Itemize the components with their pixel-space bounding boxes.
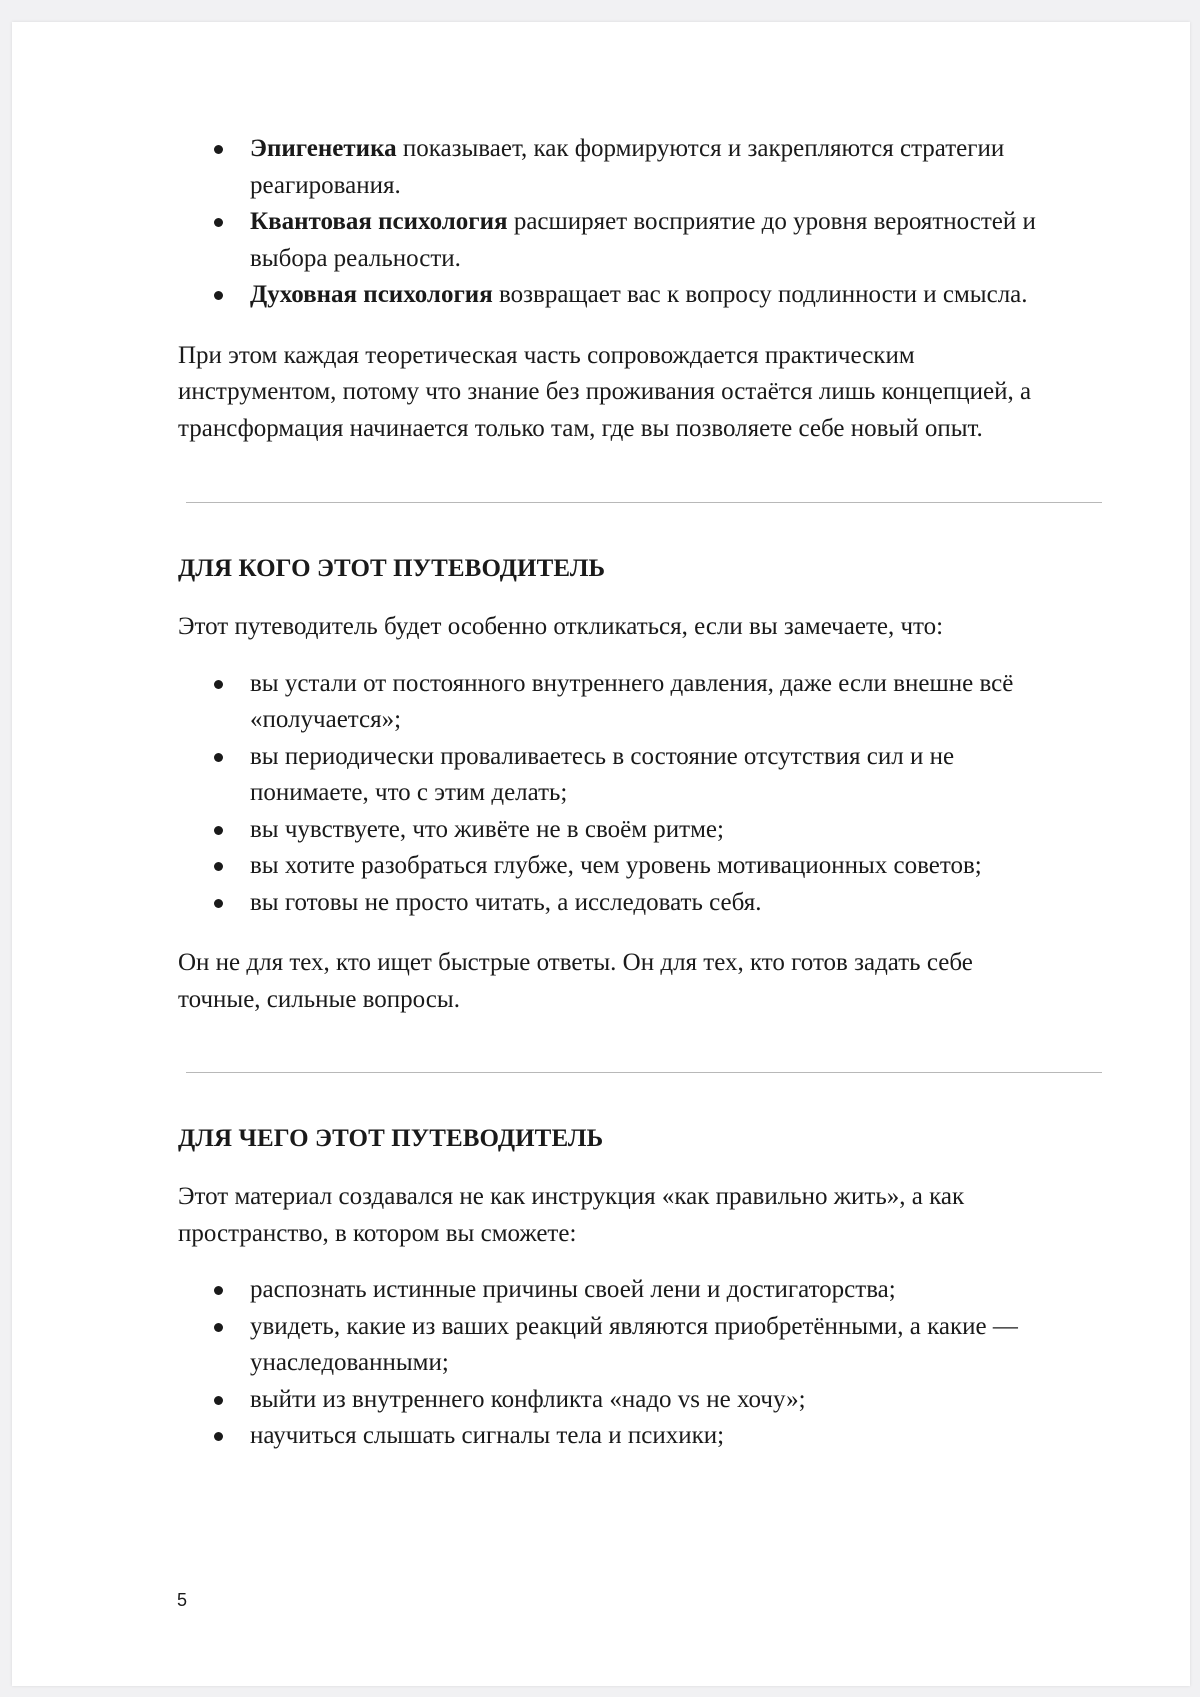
list-item-text: возвращает вас к вопросу подлинности и смысла. — [492, 281, 1028, 308]
section-intro: Этот путеводитель будет особенно откликаться, если вы замечаете, что: — [178, 613, 944, 640]
practice-paragraph: При этом каждая теоретическая часть сопровождается практическим инструментом, потому что знание без проживания остаётся лишь концепцией, а трансформация начинается только там, где вы позволяете себе новый опыт. — [178, 341, 1032, 442]
page-number: 5 — [177, 1590, 188, 1610]
list-item — [178, 1382, 1058, 1419]
disciplines-list — [178, 131, 1058, 314]
audience-list — [178, 666, 1058, 922]
list-item-text: вы готовы не просто читать, а исследовать себя. — [250, 888, 762, 916]
list-item-text: расширяет восприятие до уровня вероятностей и выбора реальности. — [250, 208, 1036, 272]
bullet-icon — [214, 145, 223, 154]
bullet-icon — [214, 899, 223, 908]
list-item — [178, 131, 1058, 204]
list-item-text: показывает, как формируются и закрепляются стратегии реагирования. — [250, 135, 1005, 199]
list-item-text: вы чувствуете, что живёте не в своём ритме; — [250, 815, 724, 843]
page-content — [178, 131, 1058, 1455]
section-intro: Этот материал создавался не как инструкция «как правильно жить», а как пространство, в котором вы сможете: — [178, 1183, 965, 1247]
section-heading-for-what: ДЛЯ ЧЕГО ЭТОТ ПУТЕВОДИТЕЛЬ — [178, 1125, 604, 1152]
closing-paragraph: Он не для тех, кто ищет быстрые ответы. Он для тех, кто готов задать себе точные, сильные вопросы. — [178, 949, 973, 1013]
list-item-text: научиться слышать сигналы тела и психики; — [250, 1422, 725, 1449]
list-item-term: Квантовая психология — [250, 208, 508, 235]
bullet-icon — [214, 291, 223, 300]
list-item — [178, 666, 1058, 739]
list-item-term: Эпигенетика — [250, 135, 397, 162]
bullet-icon — [214, 1286, 223, 1295]
section-heading-for-whom: ДЛЯ КОГО ЭТОТ ПУТЕВОДИТЕЛЬ — [178, 555, 606, 582]
list-item-text: увидеть, какие из ваших реакций являются приобретёнными, а какие — унаследованными; — [250, 1312, 1018, 1376]
list-item-text: вы хотите разобраться глубже, чем уровень мотивационных советов; — [250, 852, 982, 879]
list-item — [178, 848, 1058, 885]
goals-list — [178, 1272, 1058, 1455]
list-item-text: выйти из внутреннего конфликта «надо vs не хочу»; — [250, 1385, 806, 1413]
section-divider — [186, 502, 1102, 503]
list-item-term: Духовная психология — [250, 281, 493, 308]
bullet-icon — [214, 1432, 223, 1441]
list-item — [178, 277, 1058, 314]
list-item — [178, 1309, 1058, 1382]
list-item-text: распознать истинные причины своей лени и достигаторства; — [250, 1276, 896, 1303]
bullet-icon — [214, 680, 223, 689]
bullet-icon — [214, 862, 223, 871]
bullet-icon — [214, 1396, 223, 1405]
list-item — [178, 739, 1058, 812]
list-item-text: вы устали от постоянного внутреннего давления, даже если внешне всё «получается»; — [250, 669, 1014, 733]
bullet-icon — [214, 1323, 223, 1332]
list-item — [178, 1418, 1058, 1455]
document-page — [12, 22, 1190, 1686]
list-item — [178, 1272, 1058, 1309]
bullet-icon — [214, 826, 223, 835]
list-item — [178, 885, 1058, 922]
list-item-text: вы периодически проваливаетесь в состояние отсутствия сил и не понимаете, что с этим делать; — [250, 742, 955, 806]
list-item — [178, 812, 1058, 849]
list-item — [178, 204, 1058, 277]
bullet-icon — [214, 218, 223, 227]
section-divider — [186, 1072, 1102, 1073]
bullet-icon — [214, 753, 223, 762]
